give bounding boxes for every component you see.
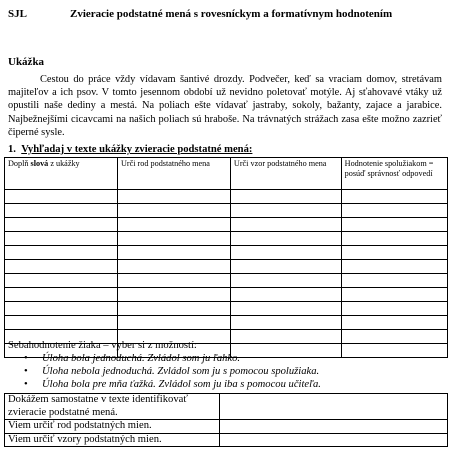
evaluation-answer-cell[interactable] <box>219 394 447 420</box>
option-item[interactable] <box>20 365 321 378</box>
option-text: Úloha nebola jednoduchá. Zvládol som ju s pomocou spolužiaka. <box>42 366 320 377</box>
evaluation-statement: Viem určiť rod podstatných mien. <box>5 420 220 434</box>
evaluation-row <box>5 420 448 434</box>
answer-cell[interactable] <box>230 288 341 302</box>
answer-cell[interactable] <box>341 330 447 344</box>
table-row <box>5 232 448 246</box>
column-header-peer-review: Hodnotenie spolužiakom = posúď správnosť odpovedí <box>341 158 447 190</box>
evaluation-row <box>5 433 448 447</box>
answer-cell[interactable] <box>117 316 230 330</box>
answer-cell[interactable] <box>230 190 341 204</box>
self-assessment-intro: Sebahodnotenie žiaka – vyber si z možností: <box>8 340 197 351</box>
answer-cell[interactable] <box>230 274 341 288</box>
subject-label: SJL <box>8 8 27 20</box>
answer-cell[interactable] <box>5 218 118 232</box>
self-assessment-options <box>20 352 321 391</box>
bullet-icon: • <box>24 379 28 390</box>
col1-bold: slová <box>30 159 49 168</box>
answer-cell[interactable] <box>341 204 447 218</box>
task-instruction: Vyhľadaj v texte ukážky zvieracie podstatné mená: <box>21 144 253 155</box>
table-row <box>5 288 448 302</box>
answer-cell[interactable] <box>230 218 341 232</box>
bullet-icon: • <box>24 353 28 364</box>
evaluation-statement: Viem určiť vzory podstatných mien. <box>5 433 220 447</box>
task-title <box>8 144 252 155</box>
answer-cell[interactable] <box>117 246 230 260</box>
column-header-pattern: Urči vzor podstatného mena <box>230 158 341 190</box>
answer-cell[interactable] <box>341 190 447 204</box>
table-row <box>5 274 448 288</box>
answer-cell[interactable] <box>5 246 118 260</box>
option-text: Úloha bola pre mňa ťažká. Zvládol som ju iba s pomocou učiteľa. <box>42 379 321 390</box>
answer-cell[interactable] <box>117 218 230 232</box>
col1-pre: Doplň <box>8 159 31 168</box>
table-row <box>5 302 448 316</box>
sample-heading: Ukážka <box>8 56 45 68</box>
table-row <box>5 246 448 260</box>
answer-cell[interactable] <box>341 218 447 232</box>
option-text: Úloha bola jednoduchá. Zvládol som ju ľahko. <box>42 353 241 364</box>
answer-cell[interactable] <box>5 232 118 246</box>
answer-cell[interactable] <box>117 190 230 204</box>
answer-cell[interactable] <box>230 302 341 316</box>
answer-cell[interactable] <box>117 204 230 218</box>
evaluation-answer-cell[interactable] <box>219 420 447 434</box>
answer-table <box>4 157 448 358</box>
answer-cell[interactable] <box>341 302 447 316</box>
answer-cell[interactable] <box>230 316 341 330</box>
answer-cell[interactable] <box>5 274 118 288</box>
header <box>8 8 442 24</box>
table-header-row <box>5 158 448 190</box>
evaluation-answer-cell[interactable] <box>219 433 447 447</box>
answer-cell[interactable] <box>341 246 447 260</box>
answer-cell[interactable] <box>5 288 118 302</box>
answer-cell[interactable] <box>5 302 118 316</box>
answer-cell[interactable] <box>5 190 118 204</box>
answer-cell[interactable] <box>230 260 341 274</box>
answer-cell[interactable] <box>341 274 447 288</box>
answer-cell[interactable] <box>117 274 230 288</box>
table-row <box>5 316 448 330</box>
answer-cell[interactable] <box>117 232 230 246</box>
answer-cell[interactable] <box>341 288 447 302</box>
answer-cell[interactable] <box>341 232 447 246</box>
answer-cell[interactable] <box>230 330 341 344</box>
answer-cell[interactable] <box>5 260 118 274</box>
bullet-icon: • <box>24 366 28 377</box>
answer-cell[interactable] <box>117 302 230 316</box>
column-header-words <box>5 158 118 190</box>
answer-cell[interactable] <box>230 246 341 260</box>
option-item[interactable] <box>20 378 321 391</box>
answer-cell[interactable] <box>230 232 341 246</box>
answer-cell[interactable] <box>341 316 447 330</box>
option-item[interactable] <box>20 352 321 365</box>
column-header-gender: Urči rod podstatného mena <box>117 158 230 190</box>
sample-text: Cestou do práce vždy vídavam šantivé drozdy. Podvečer, keď sa vraciam domov, stretávam majiteľov a ich psov. V tomto jesennom období už nevidno poletovať motýle. Aj sťahovavé vtáky už opustili naše dediny a mestá. Na poliach ešte vídavať jastraby, sokoly, bažanty, zajace a jarabice. Najbežnejšími cicavcami na našich poliach sú hraboše. Na trávnatých strážach zasa ešte možno zazrieť čiperné sysle. <box>8 74 442 138</box>
table-row <box>5 218 448 232</box>
answer-cell[interactable] <box>5 316 118 330</box>
evaluation-row <box>5 394 448 420</box>
answer-cell[interactable] <box>341 344 447 358</box>
answer-cell[interactable] <box>341 260 447 274</box>
evaluation-statement: Dokážem samostatne v texte identifikovať zvieracie podstatné mená. <box>5 394 220 420</box>
evaluation-table <box>4 393 448 447</box>
task-number: 1. <box>8 144 16 155</box>
table-row <box>5 260 448 274</box>
answer-cell[interactable] <box>230 204 341 218</box>
table-row <box>5 190 448 204</box>
answer-cell[interactable] <box>117 288 230 302</box>
answer-cell[interactable] <box>117 260 230 274</box>
col1-post: z ukážky <box>48 159 80 168</box>
table-row <box>5 204 448 218</box>
document-title: Zvieracie podstatné mená s rovesníckym a formatívnym hodnotením <box>70 8 393 20</box>
answer-cell[interactable] <box>5 204 118 218</box>
